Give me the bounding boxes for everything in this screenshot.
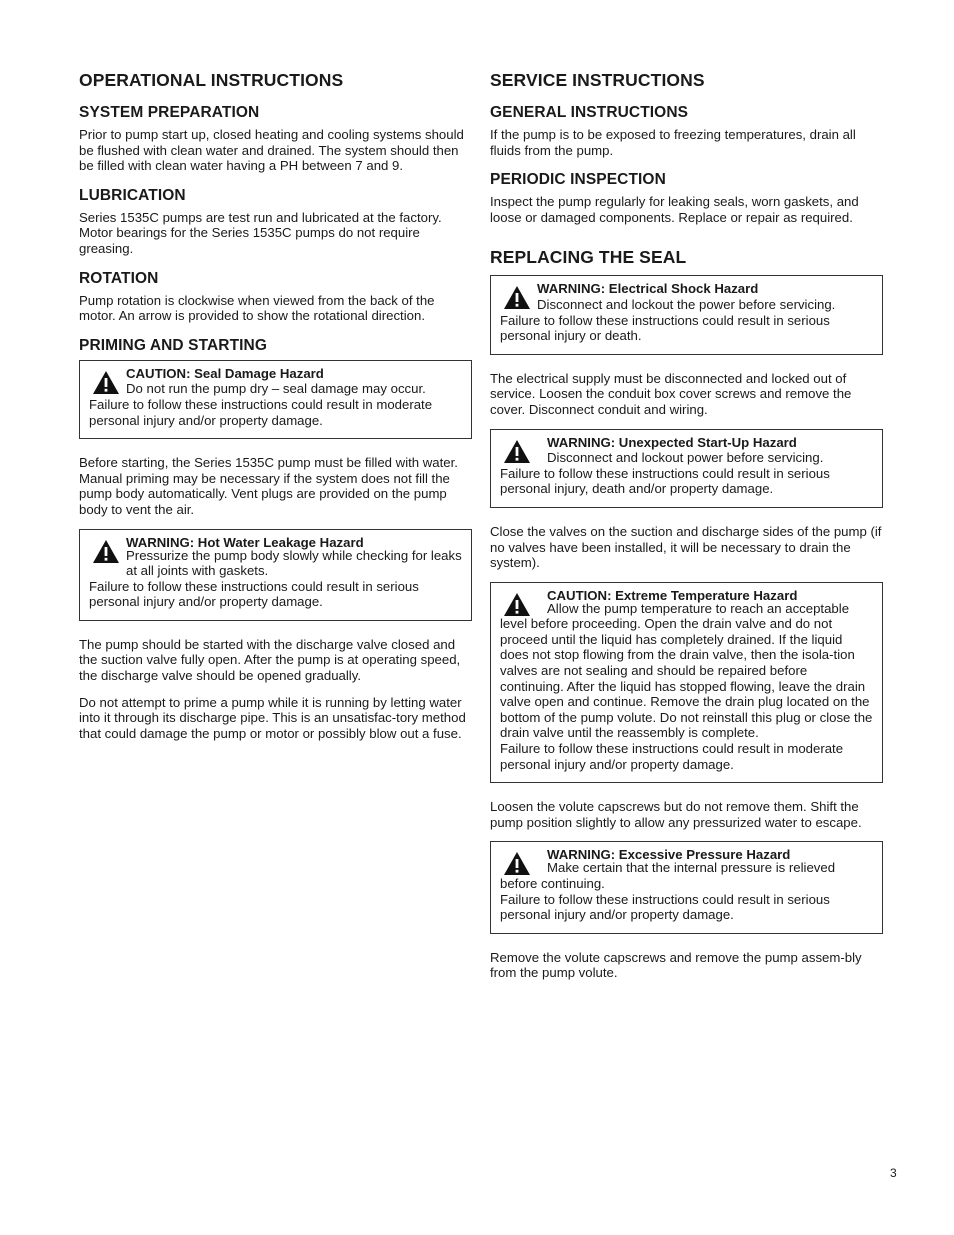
seal-paragraph-2: Close the valves on the suction and discharge sides of the pump (if no valves have been installed, it will be necessary to drain the system). — [490, 523, 882, 571]
caution-title: CAUTION: Extreme Temperature Hazard — [547, 587, 798, 603]
caution-consequence: Failure to follow these instructions could result in moderate personal injury and/or property damage. — [89, 396, 433, 428]
warning-triangle-icon — [500, 435, 547, 466]
periodic-inspection-text: Inspect the pump regularly for leaking seals, worn gaskets, and loose or damaged components. Replace or repair as required. — [490, 194, 859, 225]
start-up-warning-box — [490, 429, 883, 508]
warning-consequence: Failure to follow these instructions could result in serious personal injury or death. — [500, 312, 830, 344]
caution-line: Allow the pump temperature to reach an acceptable level before proceeding. Open the drain valve and do not proceed until the liquid has completely drained. If the liquid does not stop flowing from the drain valve, then the isola-tion valves are not sealing and should be repaired before continuing. After the liquid has stopped flowing, leave the drain valve open and continue. Remove the drain plug located on the bottom of the pump volute. Do not reinstall this plug or close the drain valve until the reassembly is complete. — [500, 600, 873, 741]
warning-triangle-icon — [500, 847, 547, 876]
priming-paragraph-3: Do not attempt to prime a pump while it is running by letting water into it through its discharge pipe. This is an unsatisfac-tory method that could damage the pump or motor or possibly blow out a fuse. — [79, 694, 466, 741]
priming-heading: PRIMING AND STARTING — [79, 336, 267, 354]
operational-instructions-heading: OPERATIONAL INSTRUCTIONS — [79, 70, 344, 90]
warning-consequence: Failure to follow these instructions could result in serious personal injury, death and/or property damage. — [500, 465, 830, 497]
lubrication-text: Series 1535C pumps are test run and lubricated at the factory. Motor bearings for the Series 1535C pumps do not require greasing. — [79, 209, 442, 256]
excessive-pressure-warning-box — [490, 841, 883, 933]
warning-title: WARNING: Hot Water Leakage Hazard — [126, 534, 364, 550]
service-instructions-heading: SERVICE INSTRUCTIONS — [490, 70, 705, 90]
replacing-seal-heading: REPLACING THE SEAL — [490, 247, 687, 268]
priming-paragraph-1: Before starting, the Series 1535C pump must be filled with water. Manual priming may be necessary if the system does not fill the pump body automatically. Vent plugs are provided on the pump body to vent the air. — [79, 455, 458, 517]
general-instructions-text: If the pump is to be exposed to freezing temperatures, drain all fluids from the pump. — [490, 127, 856, 158]
periodic-inspection-heading: PERIODIC INSPECTION — [490, 171, 666, 189]
seal-paragraph-1: The electrical supply must be disconnected and locked out of service. Loosen the conduit box cover screws and remove the cover. Disconnect conduit and wiring. — [490, 370, 852, 417]
system-preparation-text: Prior to pump start up, closed heating and cooling systems should be flushed with clean water and drained. The system should then be filled with clean water having a PH between 7 and 9. — [79, 127, 464, 174]
rotation-text: Pump rotation is clockwise when viewed from the back of the motor. An arrow is provided to show the rotational direction. — [79, 292, 435, 324]
warning-triangle-icon — [500, 588, 547, 617]
warning-triangle-icon — [89, 366, 126, 397]
warning-title: WARNING: Electrical Shock Hazard — [537, 281, 759, 297]
left-column — [79, 68, 472, 752]
lubrication-heading: LUBRICATION — [79, 186, 186, 204]
right-column — [490, 68, 883, 992]
warning-triangle-icon — [500, 281, 537, 312]
system-preparation-heading: SYSTEM PREPARATION — [79, 104, 260, 121]
warning-consequence: Failure to follow these instructions could result in serious personal injury and/or property damage. — [89, 578, 419, 610]
seal-paragraph-4: Remove the volute capscrews and remove the pump assem-bly from the pump volute. — [490, 949, 862, 981]
warning-line: Disconnect and lockout power before servicing. — [547, 450, 824, 466]
warning-line: Disconnect and lockout the power before servicing. — [537, 296, 836, 312]
rotation-heading: ROTATION — [79, 269, 159, 287]
seal-paragraph-3: Loosen the volute capscrews but do not remove them. Shift the pump position slightly to allow any pressurized water to escape. — [490, 799, 862, 830]
caution-consequence: Failure to follow these instructions could result in moderate personal injury and/or property damage. — [500, 741, 844, 772]
page-number: 3 — [890, 1166, 897, 1180]
warning-title: WARNING: Excessive Pressure Hazard — [547, 847, 791, 863]
extreme-temperature-caution-box — [490, 582, 883, 784]
warning-triangle-icon — [89, 535, 126, 564]
warning-line: Pressurize the pump body slowly while checking for leaks at all joints with gaskets. — [126, 547, 462, 579]
caution-title: CAUTION: Seal Damage Hazard — [126, 365, 324, 381]
warning-line: Make certain that the internal pressure is relieved before continuing. — [500, 860, 836, 891]
caution-line: Do not run the pump dry – seal damage may occur. — [126, 381, 426, 397]
general-instructions-heading: GENERAL INSTRUCTIONS — [490, 104, 689, 121]
seal-damage-caution-box — [79, 360, 472, 439]
electrical-shock-warning-box — [490, 275, 883, 354]
priming-paragraph-2: The pump should be started with the discharge valve closed and the suction valve fully open. After the pump is at operating speed, the discharge valve should be opened gradually. — [79, 636, 461, 684]
hot-water-warning-box — [79, 529, 472, 621]
warning-consequence: Failure to follow these instructions could result in serious personal injury and/or property damage. — [500, 891, 830, 923]
warning-title: WARNING: Unexpected Start-Up Hazard — [547, 434, 797, 450]
